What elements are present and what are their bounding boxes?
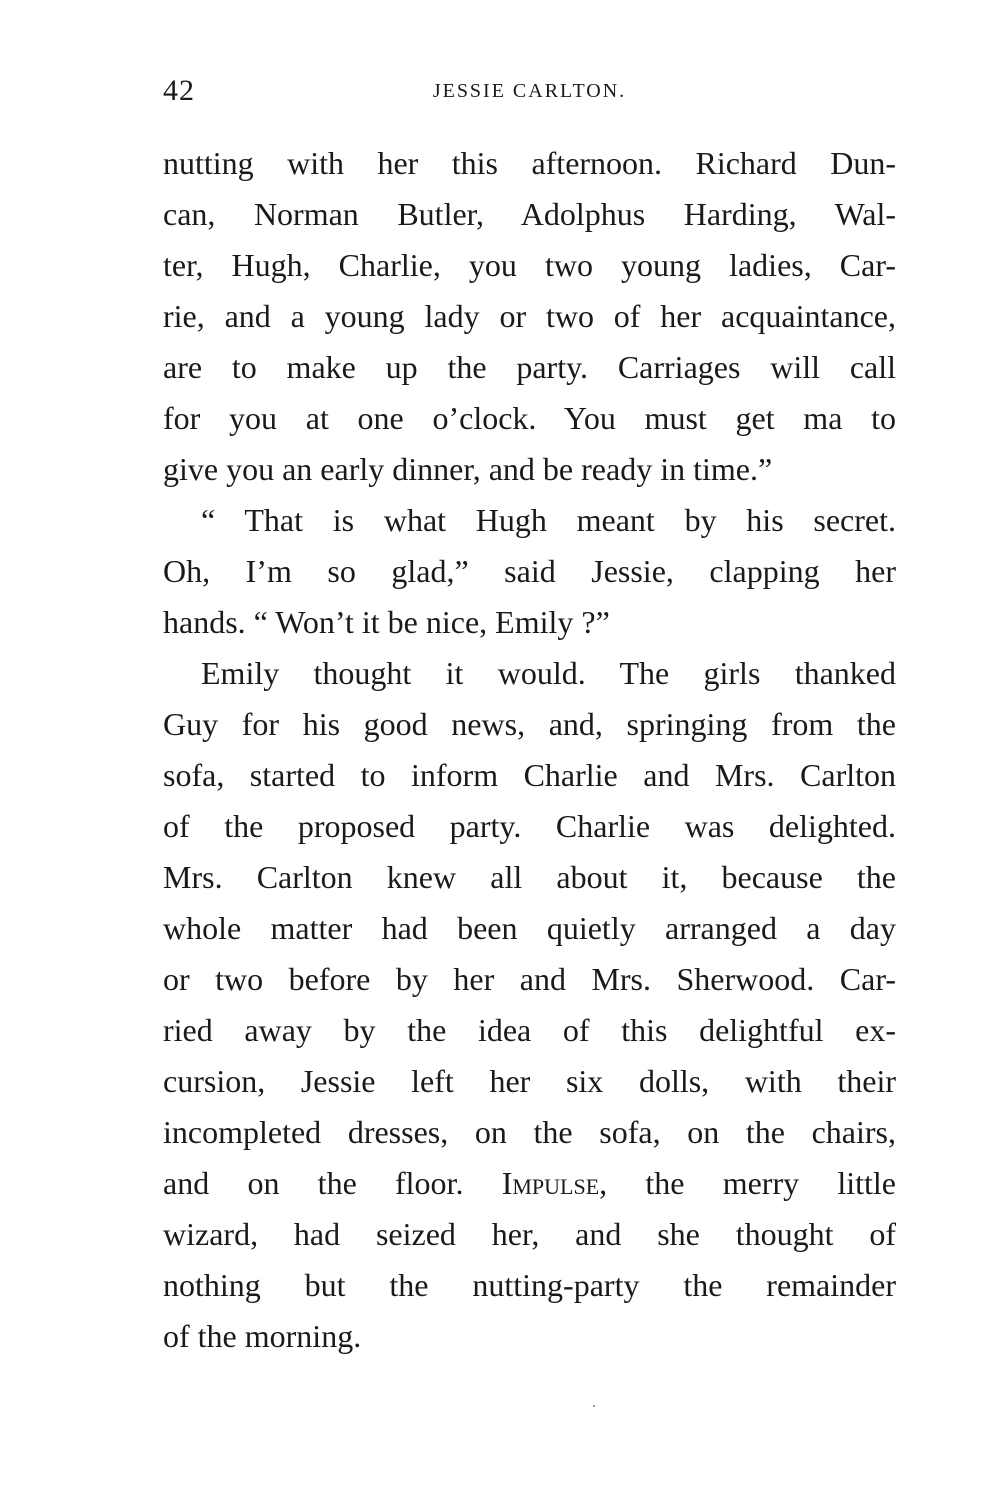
text-line: of the proposed party. Charlie was delighted. [163, 808, 896, 844]
text-line: whole matter had been quietly arranged a day [163, 910, 896, 946]
paragraph-end-line: hands. “ Won’t it be nice, Emily ?” [163, 604, 610, 640]
text-line: are to make up the party. Carriages will call [163, 349, 896, 385]
text-line: can, Norman Butler, Adolphus Harding, Wal- [163, 196, 896, 232]
text-line: for you at one o’clock. You must get ma to [163, 400, 896, 436]
text-segment: and on the floor. [163, 1165, 502, 1201]
text-segment: , the merry little [599, 1165, 897, 1201]
text-line: Guy for his good news, and, springing from the [163, 706, 896, 742]
text-line: or two before by her and Mrs. Sherwood. Car- [163, 961, 896, 997]
smallcaps-word: Impulse [501, 1165, 600, 1201]
body-text [163, 138, 896, 1362]
text-line: incompleted dresses, on the sofa, on the chairs, [163, 1114, 896, 1150]
paragraph-end-line: of the morning. [163, 1318, 362, 1354]
text-line: Mrs. Carlton knew all about it, because the [163, 859, 896, 895]
text-line: nothing but the nutting-party the remainder [163, 1267, 896, 1303]
text-line: nutting with her this afternoon. Richard Dun- [163, 145, 896, 181]
paper-speck [593, 1405, 595, 1407]
paragraph-start-line: “ That is what Hugh meant by his secret. [201, 502, 896, 538]
running-title: JESSIE CARLTON. [432, 80, 627, 102]
text-line: ter, Hugh, Charlie, you two young ladies, Car- [163, 247, 896, 283]
paragraph-end-line: give you an early dinner, and be ready in time.” [163, 451, 773, 487]
text-line: wizard, had seized her, and she thought of [163, 1216, 896, 1252]
paragraph-start-line: Emily thought it would. The girls thanked [201, 655, 896, 691]
text-line-with-smallcaps [163, 1158, 896, 1209]
page-number: 42 [163, 74, 195, 107]
text-line: cursion, Jessie left her six dolls, with their [163, 1063, 896, 1099]
text-line: Oh, I’m so glad,” said Jessie, clapping her [163, 553, 896, 589]
page-header [163, 74, 896, 110]
text-line: sofa, started to inform Charlie and Mrs. Carlton [163, 757, 896, 793]
text-line: ried away by the idea of this delightful ex- [163, 1012, 896, 1048]
text-line: rie, and a young lady or two of her acquaintance, [163, 298, 896, 334]
